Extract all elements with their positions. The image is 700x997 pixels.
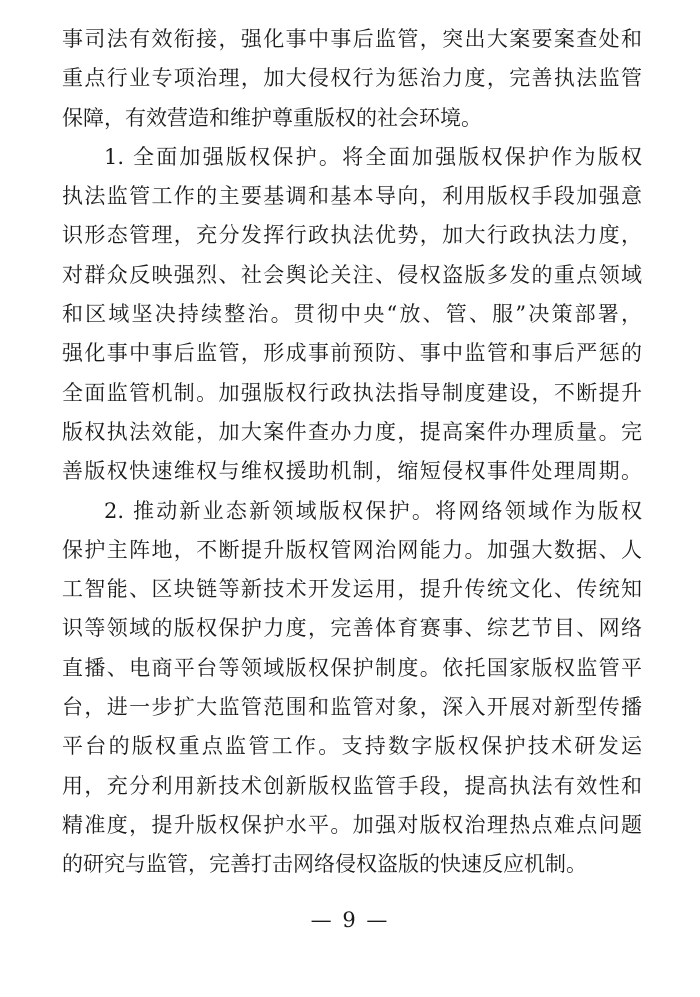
text-line: 的研究与监管，完善打击网络侵权盗版的快速反应机制。 [62,852,587,877]
text-line: 精准度，提升版权保护水平。加强对版权治理热点难点问题 [62,812,642,837]
text-line: 版权执法效能，加大案件查办力度，提高案件办理质量。完 [62,419,642,444]
text-line: 强化事中事后监管，形成事前预防、事中监管和事后严惩的 [62,341,642,366]
text-line: 台，进一步扩大监管范围和监管对象，深入开展对新型传播 [62,695,642,720]
document-body [62,20,642,885]
section-heading-line: 2. 推动新业态新领域版权保护。将网络领域作为版权 [104,498,642,523]
text-line: 识形态管理，充分发挥行政执法优势，加大行政执法力度， [62,223,642,248]
text-line: 识等领域的版权保护力度，完善体育赛事、综艺节目、网络 [62,616,642,641]
text-line: 重点行业专项治理，加大侵权行为惩治力度，完善执法监管 [62,66,642,91]
text-line: 用，充分利用新技术创新版权监管手段，提高执法有效性和 [62,773,642,798]
text-line: 对群众反映强烈、社会舆论关注、侵权盗版多发的重点领域 [62,262,642,287]
text-line: 事司法有效衔接，强化事中事后监管，突出大案要案查处和 [62,27,642,51]
text-line: 平台的版权重点监管工作。支持数字版权保护技术研发运 [62,734,642,759]
paragraph-section-2 [62,492,642,885]
text-line: 保护主阵地，不断提升版权管网治网能力。加强大数据、人 [62,537,642,562]
section-heading-line: 1. 全面加强版权保护。将全面加强版权保护作为版权 [104,144,642,169]
paragraph-intro [62,20,642,138]
text-line: 保障，有效营造和维护尊重版权的社会环境。 [62,105,482,130]
text-line: 和区域坚决持续整治。贯彻中央“放、管、服”决策部署， [62,302,642,327]
page-number: — 9 — [310,908,390,932]
text-line: 全面监管机制。加强版权行政执法指导制度建设，不断提升 [62,380,642,405]
text-line: 执法监管工作的主要基调和基本导向，利用版权手段加强意 [62,184,642,209]
text-line: 善版权快速维权与维权援助机制，缩短侵权事件处理周期。 [62,459,642,484]
paragraph-section-1 [62,138,642,492]
text-line: 工智能、区块链等新技术开发运用，提升传统文化、传统知 [62,577,642,602]
text-line: 直播、电商平台等领域版权保护制度。依托国家版权监管平 [62,655,642,680]
